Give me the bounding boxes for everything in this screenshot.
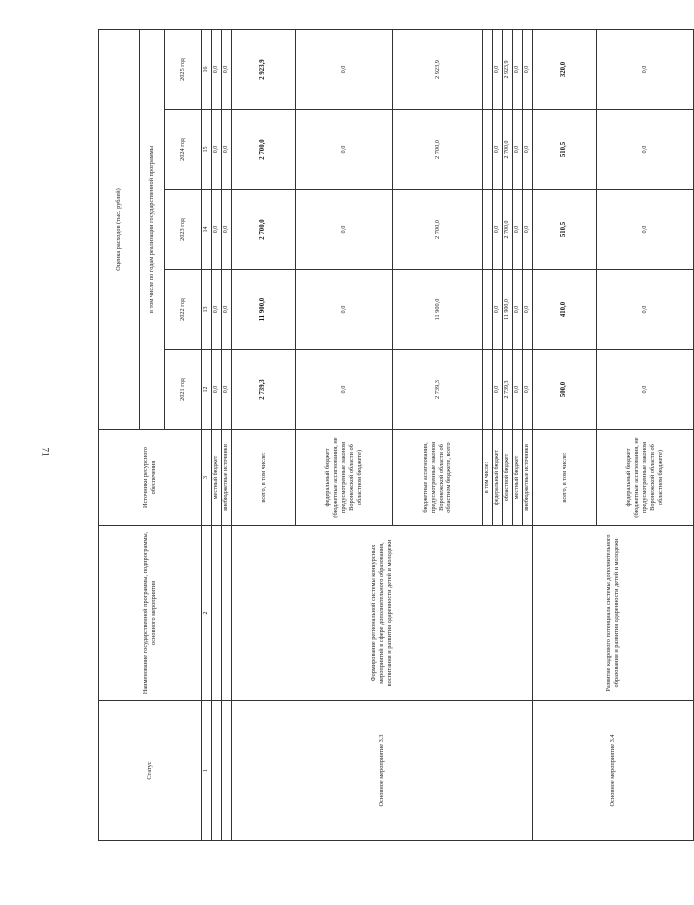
header-year: 2022 год [165,270,202,350]
value-cell: 2 700,0 [503,190,513,270]
value-cell: 0,0 [296,350,393,430]
value-cell: 0,0 [222,110,232,190]
source-cell: в том числе: [483,430,493,526]
value-cell: 11 900,0 [503,270,513,350]
name-cell: Формирование региональной системы конкурсных мероприятий в сфере дополнительного образования, воспитания и развития одаренности детей и молодежи [232,526,533,701]
col-number: 15 [202,110,212,190]
value-cell: 320,0 [533,29,597,109]
value-cell: 0,0 [222,190,232,270]
source-cell: всего, в том числе: [533,430,597,526]
value-cell: 2 923,9 [232,29,296,109]
name-cell: Развитие кадрового потенциала системы дополнительного образования и развития одаренности детей и молодежи [533,526,694,701]
value-cell: 500,0 [533,350,597,430]
col-number: 2 [202,526,212,701]
source-cell: внебюджетные источники [523,430,533,526]
value-cell: 2 700,0 [232,190,296,270]
source-cell: федеральный бюджет (бюджетные ассигнования, не предусмотренные законом Воронежской области об областном бюджете) [597,430,694,526]
table-row [232,29,296,840]
value-cell: 0,0 [493,190,503,270]
source-cell: областной бюджет [503,430,513,526]
value-cell: 2 923,9 [393,29,483,109]
col-number: 16 [202,29,212,109]
header-year: 2025 год [165,29,202,109]
value-cell: 0,0 [296,29,393,109]
header-year: 2023 год [165,190,202,270]
rotated-sheet [98,30,664,841]
page-number: 71 [40,447,51,457]
value-cell: 2 700,0 [232,110,296,190]
value-cell: 0,0 [222,270,232,350]
value-cell: 0,0 [513,29,523,109]
col-number: 3 [202,430,212,526]
value-cell: 0,0 [493,350,503,430]
value-cell: 0,0 [212,190,222,270]
value-cell: 0,0 [513,190,523,270]
value-cell: 11 900,0 [232,270,296,350]
value-cell: 510,5 [533,190,597,270]
value-cell: 2 739,3 [393,350,483,430]
source-cell: федеральный бюджет [493,430,503,526]
status-cell: Основное мероприятие 3.4 [533,701,694,841]
header-name: Наименование государственной программы, подпрограммы, основного мероприятия [99,526,202,701]
value-cell: 0,0 [296,270,393,350]
value-cell: 2 739,3 [503,350,513,430]
value-cell: 0,0 [212,350,222,430]
value-cell: 0,0 [523,350,533,430]
value-cell: 2 700,0 [503,110,513,190]
value-cell: 2 739,3 [232,350,296,430]
header-year: 2021 год [165,350,202,430]
source-cell: местный бюджет [513,430,523,526]
value-cell: 0,0 [597,110,694,190]
value-cell: 0,0 [222,350,232,430]
value-cell: 0,0 [212,29,222,109]
col-number: 12 [202,350,212,430]
budget-table [98,29,694,841]
value-cell: 0,0 [513,110,523,190]
value-cell: 11 900,0 [393,270,483,350]
col-number: 13 [202,270,212,350]
value-cell: 0,0 [493,110,503,190]
value-cell: 0,0 [523,110,533,190]
value-cell: 0,0 [513,350,523,430]
header-year: 2024 год [165,110,202,190]
value-cell: 0,0 [493,270,503,350]
value-cell: 0,0 [212,270,222,350]
header-status: Статус [99,701,202,841]
value-cell: 0,0 [513,270,523,350]
table-row [533,29,597,840]
source-cell: федеральный бюджет (бюджетные ассигнования, не предусмотренные законом Воронежской области об областном бюджете) [296,430,393,526]
value-cell: 0,0 [597,29,694,109]
value-cell: 0,0 [222,29,232,109]
table-row [212,29,222,840]
col-number: 14 [202,190,212,270]
header-by-years: в том числе по годам реализации государственной программы [140,29,165,429]
value-cell: 0,0 [597,350,694,430]
source-cell: бюджетные ассигнования, предусмотренные законом Воронежской области об областном бюджете, всего [393,430,483,526]
value-cell: 0,0 [523,190,533,270]
value-cell: 0,0 [493,29,503,109]
value-cell: 2 700,0 [393,190,483,270]
value-cell: 2 700,0 [393,110,483,190]
value-cell: 0,0 [597,190,694,270]
header-source: Источники ресурсного обеспечения [99,430,202,526]
source-cell: внебюджетные источники [222,430,232,526]
value-cell: 0,0 [296,110,393,190]
value-cell: 0,0 [523,270,533,350]
value-cell: 2 923,9 [503,29,513,109]
value-cell: 410,0 [533,270,597,350]
status-cell: Основное мероприятие 3.3 [232,701,533,841]
value-cell: 0,0 [523,29,533,109]
source-cell: всего, в том числе: [232,430,296,526]
table-row [222,29,232,840]
value-cell: 0,0 [597,270,694,350]
value-cell: 510,5 [533,110,597,190]
value-cell: 0,0 [296,190,393,270]
header-estimate: Оценка расходов (тыс. рублей) [99,29,140,429]
value-cell: 0,0 [212,110,222,190]
source-cell: местный бюджет [212,430,222,526]
col-number: 1 [202,701,212,841]
